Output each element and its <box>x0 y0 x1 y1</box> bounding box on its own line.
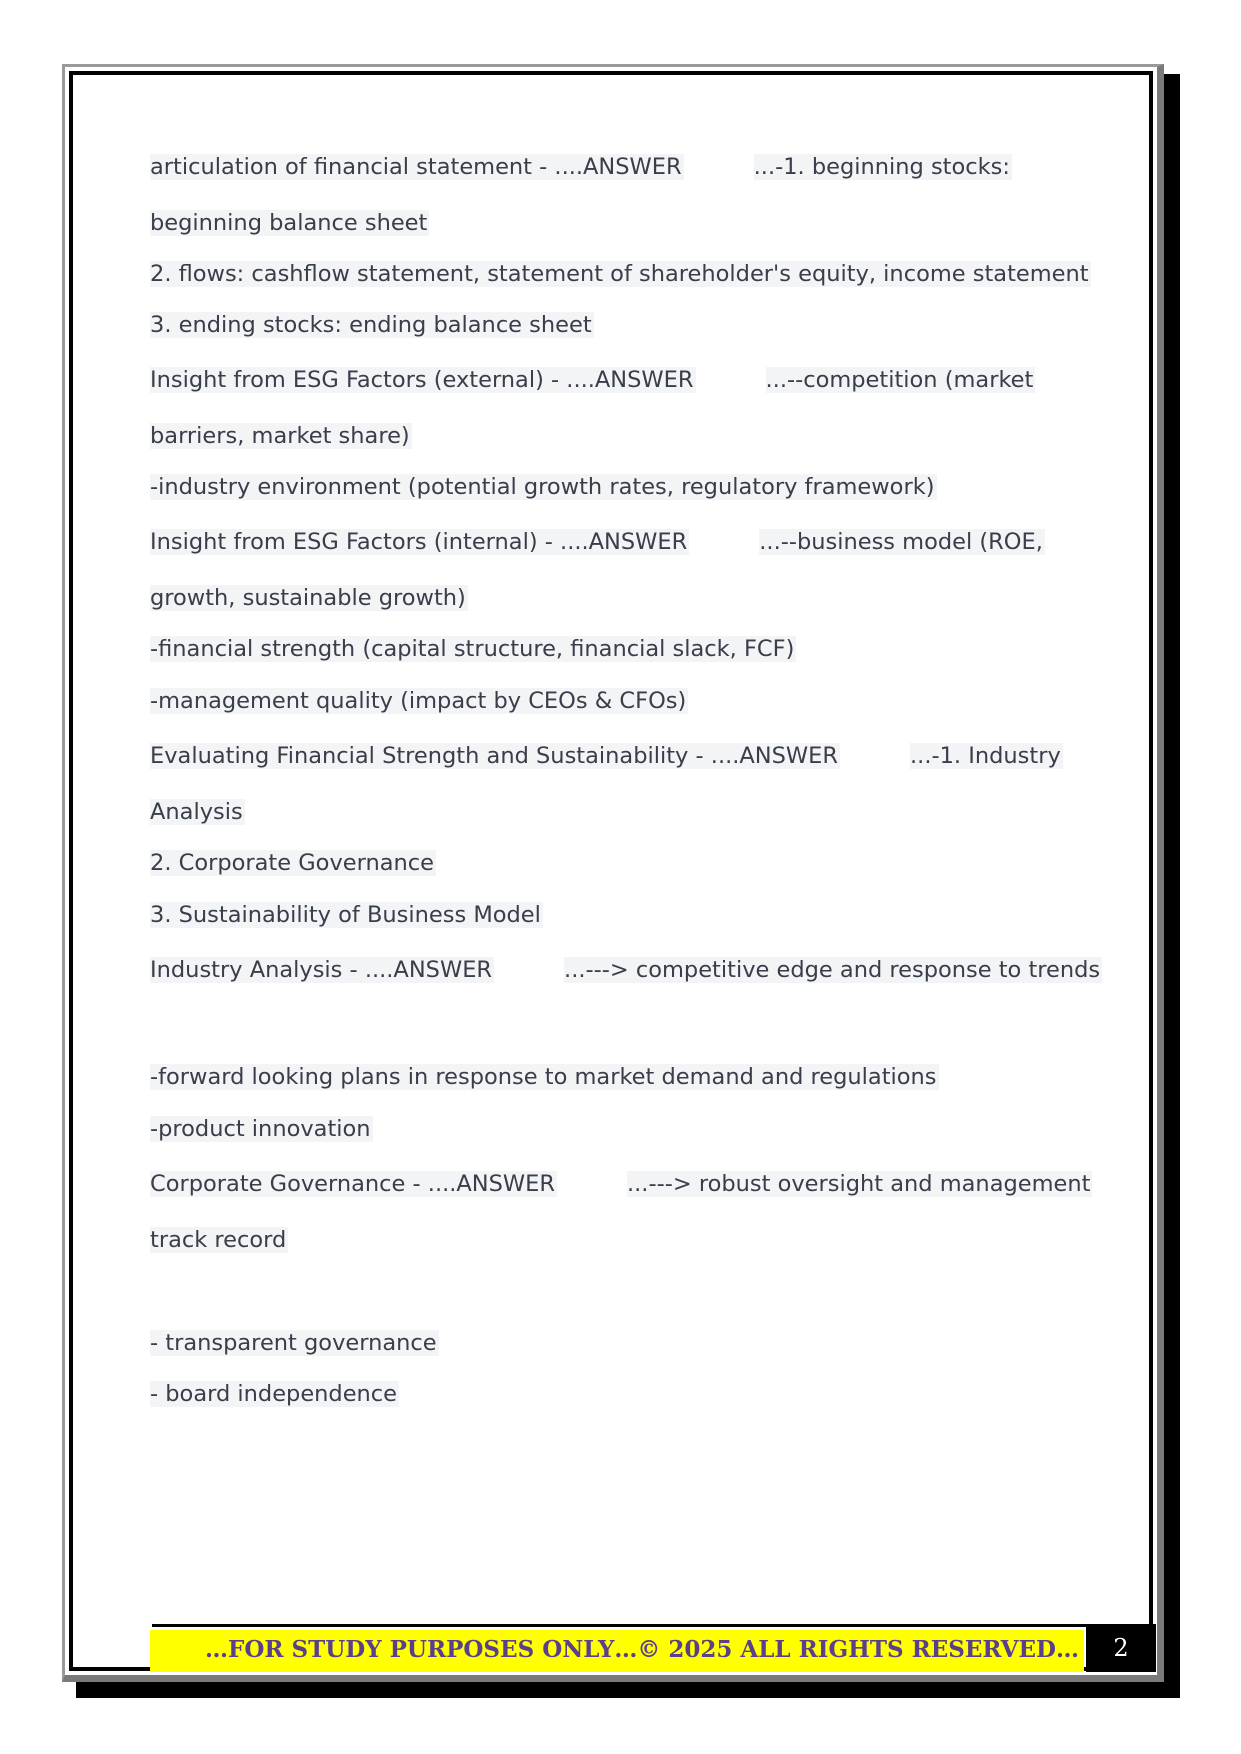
question-text: Corporate Governance - ....ANSWER <box>150 1171 555 1197</box>
text-line <box>150 1060 939 1094</box>
line-text: barriers, market share) <box>150 423 410 449</box>
text-line <box>150 470 937 504</box>
answer-text: ...---> robust oversight and management <box>627 1171 1091 1197</box>
qa-line <box>150 150 1012 184</box>
answer-text: ...--business model (ROE, <box>759 529 1043 555</box>
line-text: -product innovation <box>150 1116 371 1142</box>
text-line <box>150 795 245 829</box>
text-line <box>150 308 594 342</box>
line-text: track record <box>150 1227 287 1253</box>
text-line <box>150 1112 373 1146</box>
line-text: -industry environment (potential growth rates, regulatory framework) <box>150 474 935 500</box>
line-text: 2. Corporate Governance <box>150 850 434 876</box>
line-text: Analysis <box>150 799 243 825</box>
line-text: 2. flows: cashflow statement, statement of shareholder's equity, income statement <box>150 261 1089 287</box>
text-line <box>150 581 468 615</box>
text-line <box>150 632 796 666</box>
text-line <box>150 257 1091 291</box>
line-text: growth, sustainable growth) <box>150 585 466 611</box>
page-number: 2 <box>1086 1624 1156 1672</box>
text-line <box>150 684 688 718</box>
answer-text: ...-1. Industry <box>910 743 1061 769</box>
text-line <box>150 1377 399 1411</box>
footer-divider <box>152 1624 1096 1627</box>
qa-line <box>150 525 1045 559</box>
answer-text: ...-1. beginning stocks: <box>753 154 1010 180</box>
line-text: - transparent governance <box>150 1330 437 1356</box>
question-text: articulation of financial statement - ....ANSWER <box>150 154 682 180</box>
answer-text: ...---> competitive edge and response to trends <box>564 957 1101 983</box>
line-text: 3. ending stocks: ending balance sheet <box>150 312 592 338</box>
text-line <box>150 419 412 453</box>
text-line <box>150 1326 439 1360</box>
text-line <box>150 846 436 880</box>
question-text: Insight from ESG Factors (external) - ....ANSWER <box>150 367 694 393</box>
text-line <box>150 898 543 932</box>
line-text: - board independence <box>150 1381 398 1407</box>
qa-line <box>150 739 1063 773</box>
answer-text: ...--competition (market <box>765 367 1034 393</box>
qa-line <box>150 953 1102 987</box>
text-line <box>150 1223 288 1257</box>
line-text: -forward looking plans in response to market demand and regulations <box>150 1064 937 1090</box>
question-text: Insight from ESG Factors (internal) - ....ANSWER <box>150 529 688 555</box>
question-text: Evaluating Financial Strength and Sustainability - ....ANSWER <box>150 743 839 769</box>
line-text: -financial strength (capital structure, financial slack, FCF) <box>150 636 795 662</box>
line-text: beginning balance sheet <box>150 210 428 236</box>
text-line <box>150 206 429 240</box>
line-text: -management quality (impact by CEOs & CFOs) <box>150 688 687 714</box>
question-text: Industry Analysis - ....ANSWER <box>150 957 493 983</box>
footer-text: …FOR STUDY PURPOSES ONLY…© 2025 ALL RIGHTS RESERVED… <box>205 1636 1079 1663</box>
line-text: 3. Sustainability of Business Model <box>150 902 541 928</box>
qa-line <box>150 1167 1092 1201</box>
qa-line <box>150 363 1035 397</box>
